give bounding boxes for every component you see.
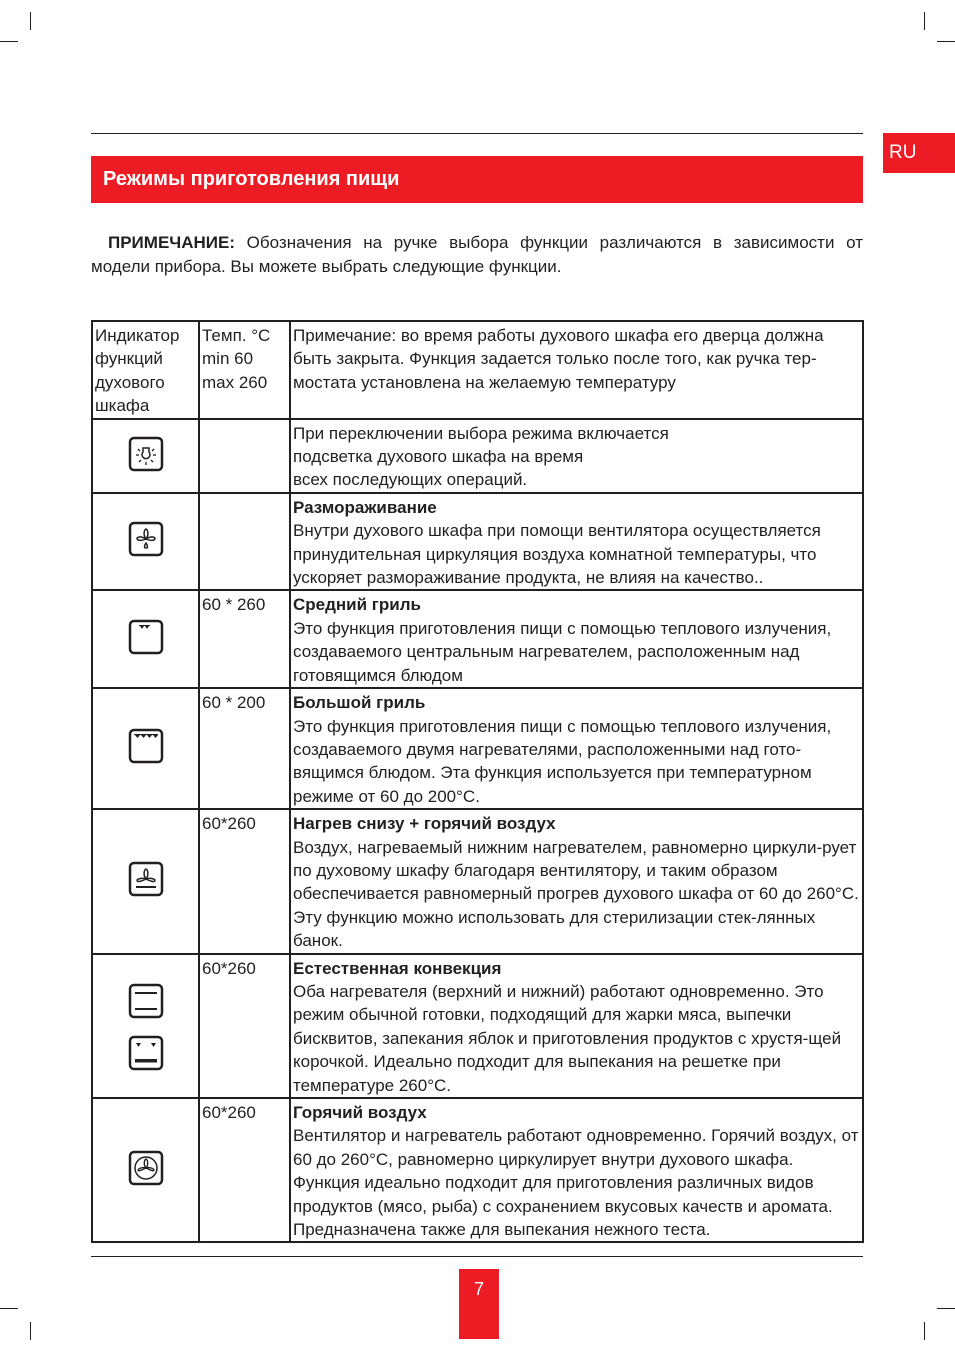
header-indicator [92,321,199,419]
description-cell [290,590,863,688]
crop-mark [30,12,31,30]
top-bottom-heat-icon [128,983,164,1019]
table-row [92,1098,863,1242]
header-temp-line: min 60 [202,349,254,369]
crop-mark [0,1308,18,1309]
defrost-fan-icon [128,521,164,557]
large-grill-icon [128,728,164,764]
header-indicator-line: функций [95,349,163,369]
mode-description: Оба нагревателя (верхний и нижний) работают одновременно. Это режим обычной готовки, подходящий для жарки мяса, выпечки бисквитов, запекания яблок и приготовления продуктов с хрустя-щей корочкой. Идеально подходит для выпекания на решетке при температуре 260°C. [293,981,842,1095]
header-rule [91,133,863,134]
mode-title: Большой гриль [293,693,426,713]
icon-cell [92,419,199,493]
temp-cell: 60 * 260 [199,590,290,688]
crop-mark [30,1322,31,1340]
crop-mark [937,41,955,42]
crop-mark [924,12,925,30]
icon-cell [92,809,199,953]
table-row [92,590,863,688]
oven-light-icon [128,436,164,472]
header-indicator-line: духового [95,372,165,392]
header-temp-line: max 260 [202,372,268,392]
description-cell [290,1098,863,1242]
mode-description: Вентилятор и нагреватель работают одновременно. Горячий воздух, от 60 до 260°C, равномерно циркулирует внутри духового шкафа. Функция идеально подходит для приготовления различных видов продуктов (мясо, рыба) с сохранением вкусовых качеств и аромата. Предназначена также для выпекания нежного теста. [293,1126,859,1240]
table-header-row [92,321,863,419]
icon-cell [92,590,199,688]
temp-cell: 60*260 [199,954,290,1098]
icon-cell [92,1098,199,1242]
table-row [92,809,863,953]
mode-title: Нагрев снизу + горячий воздух [293,814,556,834]
header-indicator-line: Индикатор [95,326,180,345]
header-indicator-line: шкафа [95,396,150,416]
oven-modes-table [91,320,864,1243]
table-row [92,493,863,591]
medium-grill-icon [128,619,164,655]
bottom-heat-fan-icon [128,861,164,897]
description-cell [290,688,863,809]
hot-air-fan-icon [128,1150,164,1186]
table-row [92,419,863,493]
description-cell [290,954,863,1098]
crop-mark [937,1308,955,1309]
temp-cell: 60 * 200 [199,688,290,809]
section-title: Режимы приготовления пищи [91,156,863,203]
mode-description: Внутри духового шкафа при помощи вентилятора осуществляется принудительная циркуляция воздуха комнатной температуры, что ускоряет размораживание продукта, не влияя на качество.. [293,521,821,588]
temp-cell [199,493,290,591]
temp-cell: 60*260 [199,1098,290,1242]
mode-title: Размораживание [293,497,437,517]
mode-title: Естественная конвекция [293,958,502,978]
mode-description: Это функция приготовления пищи с помощью теплового излучения, создаваемого центральным нагревателем, расположенным над готовящимся блюдом [293,618,832,685]
icon-cell [92,493,199,591]
table-row [92,954,863,1098]
intro-note [91,231,863,279]
description-line: подсветка духового шкафа на время [293,447,584,467]
language-tab: RU [883,133,955,173]
crop-mark [924,1322,925,1340]
header-temp [199,321,290,419]
icon-cell [92,688,199,809]
page-number: 7 [459,1269,499,1339]
footer-rule [91,1256,863,1257]
temp-cell: 60*260 [199,809,290,953]
description-cell [290,419,863,493]
header-note: Примечание: во время работы духового шкафа его дверца должна быть закрыта. Функция задается только после того, как ручка тер-мостата установлена на желаемую температуру [290,321,863,419]
intro-note-text: Обозначения на ручке выбора функции различаются в зависимости от модели прибора. Вы можете выбрать следующие функции. [91,233,863,276]
description-line: При переключении выбора режима включается [293,423,669,443]
mode-title: Горячий воздух [293,1103,427,1122]
mode-title: Средний гриль [293,595,421,615]
mode-description: Воздух, нагреваемый нижним нагревателем, равномерно циркули-рует по духовому шкафу благодаря вентилятору, и таким образом обеспечивается равномерный прогрев духового шкафа от 60 до 260°C. Эту функцию можно использовать для стерилизации стек-лянных банок. [293,837,859,951]
description-line: всех последующих операций. [293,470,528,490]
grill-bottom-heat-icon [128,1035,164,1071]
description-cell [290,493,863,591]
table-row [92,688,863,809]
description-cell [290,809,863,953]
temp-cell [199,419,290,493]
header-temp-line: Темп. °C [202,326,271,345]
icon-cell [92,954,199,1098]
crop-mark [0,41,18,42]
intro-note-label: ПРИМЕЧАНИЕ: [108,233,235,252]
mode-description: Это функция приготовления пищи с помощью теплового излучения, создаваемого двумя нагревателями, расположенными над гото-вящимся блюдом. Эта функция используется при температурном режиме от 60 до 200°C. [293,716,832,806]
